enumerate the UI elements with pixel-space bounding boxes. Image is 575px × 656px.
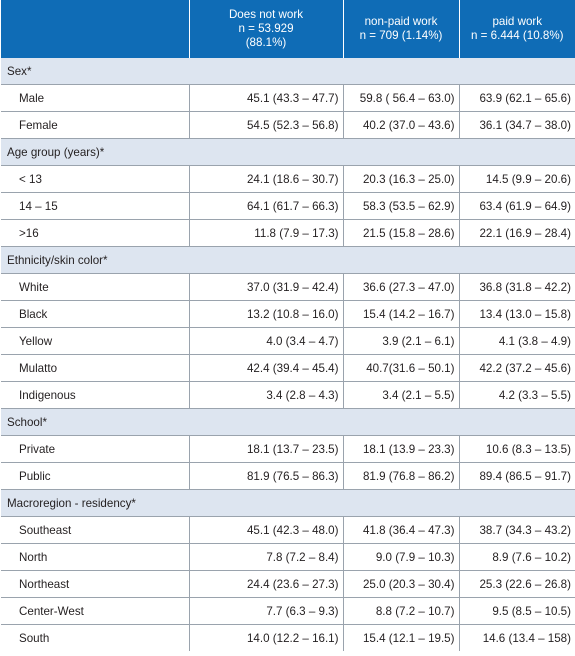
- header-non-paid-work-title: non-paid work: [364, 15, 438, 28]
- table-row: [1, 85, 575, 112]
- table-row: [1, 193, 575, 220]
- cell-non-paid-work: 15.4 (12.1 – 19.5): [343, 625, 459, 652]
- cell-non-paid-work: 25.0 (20.3 – 30.4): [343, 571, 459, 598]
- header-non-paid-work: [343, 0, 459, 58]
- row-label: Northeast: [1, 571, 189, 598]
- row-label: 14 – 15: [1, 193, 189, 220]
- cell-does-not-work: 45.1 (43.3 – 47.7): [189, 85, 343, 112]
- cell-does-not-work: 3.4 (2.8 – 4.3): [189, 382, 343, 409]
- cell-non-paid-work: 58.3 (53.5 – 62.9): [343, 193, 459, 220]
- cell-paid-work: 4.2 (3.3 – 5.5): [459, 382, 575, 409]
- table-body: [1, 58, 575, 651]
- cell-paid-work: 42.2 (37.2 – 45.6): [459, 355, 575, 382]
- row-label: Center-West: [1, 598, 189, 625]
- cell-does-not-work: 24.4 (23.6 – 27.3): [189, 571, 343, 598]
- cell-non-paid-work: 36.6 (27.3 – 47.0): [343, 274, 459, 301]
- row-label: Southeast: [1, 517, 189, 544]
- row-label: < 13: [1, 166, 189, 193]
- header-paid-work: [459, 0, 575, 58]
- row-label: Private: [1, 436, 189, 463]
- cell-does-not-work: 7.7 (6.3 – 9.3): [189, 598, 343, 625]
- cell-non-paid-work: 20.3 (16.3 – 25.0): [343, 166, 459, 193]
- header-paid-work-n: n = 6.444 (10.8%): [471, 29, 564, 42]
- group-title: School*: [1, 409, 575, 436]
- table-row: [1, 328, 575, 355]
- data-table: [1, 0, 575, 651]
- row-label: Male: [1, 85, 189, 112]
- row-label: Public: [1, 463, 189, 490]
- cell-paid-work: 13.4 (13.0 – 15.8): [459, 301, 575, 328]
- table-row: [1, 166, 575, 193]
- table-row: [1, 463, 575, 490]
- header-paid-work-title: paid work: [492, 15, 543, 28]
- cell-non-paid-work: 40.2 (37.0 – 43.6): [343, 112, 459, 139]
- row-label: Black: [1, 301, 189, 328]
- row-label: South: [1, 625, 189, 652]
- table-row: [1, 517, 575, 544]
- cell-does-not-work: 81.9 (76.5 – 86.3): [189, 463, 343, 490]
- cell-non-paid-work: 40.7(31.6 – 50.1): [343, 355, 459, 382]
- cell-paid-work: 36.8 (31.8 – 42.2): [459, 274, 575, 301]
- cell-paid-work: 14.5 (9.9 – 20.6): [459, 166, 575, 193]
- group-header-row: [1, 490, 575, 517]
- group-title: Macroregion - residency*: [1, 490, 575, 517]
- header-non-paid-work-n: n = 709 (1.14%): [359, 29, 443, 42]
- cell-does-not-work: 37.0 (31.9 – 42.4): [189, 274, 343, 301]
- cell-paid-work: 63.4 (61.9 – 64.9): [459, 193, 575, 220]
- cell-paid-work: 22.1 (16.9 – 28.4): [459, 220, 575, 247]
- group-header-row: [1, 409, 575, 436]
- table-row: [1, 301, 575, 328]
- cell-paid-work: 89.4 (86.5 – 91.7): [459, 463, 575, 490]
- cell-does-not-work: 18.1 (13.7 – 23.5): [189, 436, 343, 463]
- cell-paid-work: 38.7 (34.3 – 43.2): [459, 517, 575, 544]
- table-row: [1, 436, 575, 463]
- row-label: North: [1, 544, 189, 571]
- table-row: [1, 544, 575, 571]
- table-row: [1, 355, 575, 382]
- cell-paid-work: 14.6 (13.4 – 158): [482, 631, 571, 645]
- header-does-not-work-n: n = 53.929: [238, 22, 294, 35]
- group-header-row: [1, 58, 575, 85]
- cell-non-paid-work: 41.8 (36.4 – 47.3): [343, 517, 459, 544]
- row-label: >16: [1, 220, 189, 247]
- cell-does-not-work: 4.0 (3.4 – 4.7): [189, 328, 343, 355]
- cell-does-not-work: 54.5 (52.3 – 56.8): [189, 112, 343, 139]
- cell-does-not-work: 64.1 (61.7 – 66.3): [189, 193, 343, 220]
- cell-paid-work: 4.1 (3.8 – 4.9): [459, 328, 575, 355]
- table-row: [1, 598, 575, 625]
- cell-paid-work: 63.9 (62.1 – 65.6): [459, 85, 575, 112]
- row-label: White: [1, 274, 189, 301]
- cell-paid-work: 8.9 (7.6 – 10.2): [459, 544, 575, 571]
- table-row: [1, 571, 575, 598]
- cell-does-not-work: 45.1 (42.3 – 48.0): [189, 517, 343, 544]
- cell-non-paid-work: 3.9 (2.1 – 6.1): [343, 328, 459, 355]
- row-label: Indigenous: [1, 382, 189, 409]
- cell-does-not-work: 42.4 (39.4 – 45.4): [189, 355, 343, 382]
- cell-paid-work: 25.3 (22.6 – 26.8): [459, 571, 575, 598]
- group-title: Ethnicity/skin color*: [1, 247, 575, 274]
- group-title: Age group (years)*: [1, 139, 575, 166]
- cell-does-not-work: 11.8 (7.9 – 17.3): [189, 220, 343, 247]
- cell-non-paid-work: 21.5 (15.8 – 28.6): [343, 220, 459, 247]
- row-label: Yellow: [1, 328, 189, 355]
- group-header-row: [1, 139, 575, 166]
- cell-non-paid-work: 18.1 (13.9 – 23.3): [343, 436, 459, 463]
- cell-non-paid-work: 81.9 (76.8 – 86.2): [343, 463, 459, 490]
- table-row: [1, 274, 575, 301]
- cell-does-not-work: 7.8 (7.2 – 8.4): [189, 544, 343, 571]
- table-header-row: [1, 0, 575, 58]
- group-header-row: [1, 247, 575, 274]
- cell-paid-work: 9.5 (8.5 – 10.5): [459, 598, 575, 625]
- cell-paid-work: 10.6 (8.3 – 13.5): [459, 436, 575, 463]
- cell-non-paid-work: 3.4 (2.1 – 5.5): [343, 382, 459, 409]
- cell-paid-work: 36.1 (34.7 – 38.0): [459, 112, 575, 139]
- cell-does-not-work: 24.1 (18.6 – 30.7): [189, 166, 343, 193]
- header-does-not-work: [189, 0, 343, 58]
- table-row: [1, 382, 575, 409]
- group-title: Sex*: [1, 58, 575, 85]
- row-label: Female: [1, 112, 189, 139]
- table-row: [1, 220, 575, 247]
- header-does-not-work-title: Does not work: [228, 8, 304, 21]
- table-row: [1, 625, 575, 652]
- cell-does-not-work: 14.0 (12.2 – 16.1): [189, 625, 343, 652]
- cell-non-paid-work: 9.0 (7.9 – 10.3): [343, 544, 459, 571]
- cell-does-not-work: 13.2 (10.8 – 16.0): [189, 301, 343, 328]
- header-does-not-work-pct: (88.1%): [245, 36, 287, 49]
- cell-non-paid-work: 8.8 (7.2 – 10.7): [343, 598, 459, 625]
- cell-non-paid-work: 15.4 (14.2 – 16.7): [343, 301, 459, 328]
- header-cell-variable: [1, 0, 189, 58]
- table-row: [1, 112, 575, 139]
- cell-non-paid-work: 59.8 ( 56.4 – 63.0): [343, 85, 459, 112]
- row-label: Mulatto: [1, 355, 189, 382]
